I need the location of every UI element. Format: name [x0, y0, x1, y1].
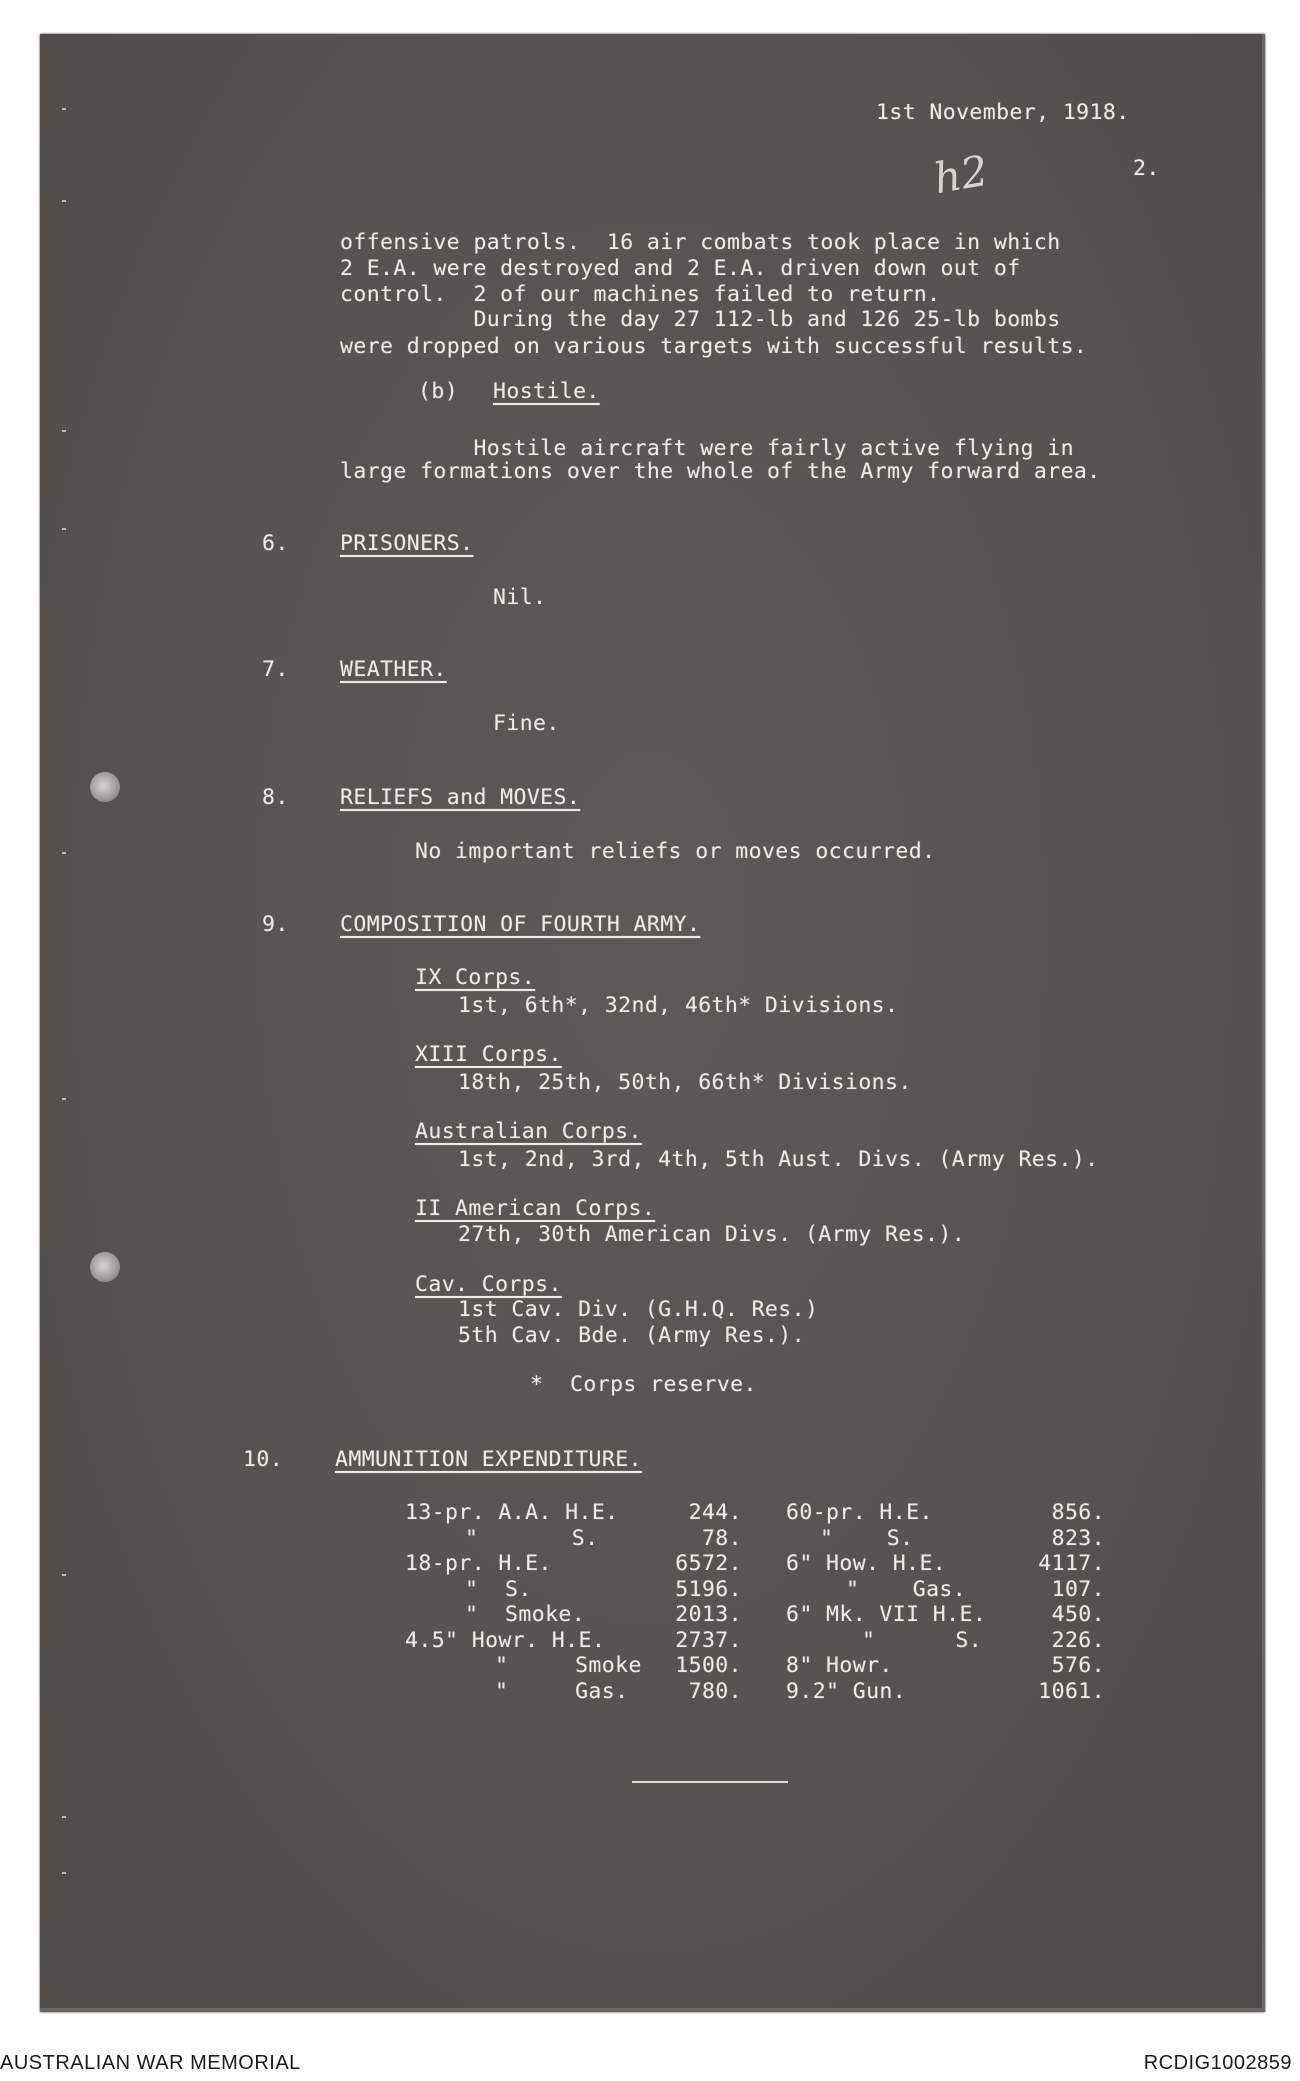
- air-text-line: During the day 27 112-lb and 126 25-lb bombs: [340, 307, 1061, 332]
- corps-divisions: 5th Cav. Bde. (Army Res.).: [458, 1323, 805, 1348]
- ammo-right-value: 856.: [1051, 1500, 1105, 1525]
- ammo-left-value: 5196.: [675, 1576, 742, 1602]
- edge-tick: [62, 1098, 66, 1100]
- ammo-right-item: " S.: [862, 1627, 983, 1653]
- ammo-left-item: " Smoke: [495, 1653, 642, 1678]
- corps-name: II American Corps.: [415, 1196, 656, 1221]
- section-number: 7.: [262, 657, 289, 682]
- air-text-line: control. 2 of our machines failed to return.: [340, 282, 941, 307]
- ammo-left-item: " S.: [465, 1525, 599, 1551]
- edge-tick: [62, 200, 66, 202]
- section-heading-ammunition: AMMUNITION EXPENDITURE.: [335, 1447, 642, 1472]
- corps-name: Cav. Corps.: [415, 1272, 562, 1297]
- edge-tick: [62, 108, 66, 110]
- ammo-left-value: 2013.: [675, 1602, 742, 1627]
- edge-tick: [62, 430, 66, 432]
- section-number: 8.: [262, 785, 289, 810]
- section-heading-weather: WEATHER.: [340, 657, 447, 682]
- corps-divisions: 1st Cav. Div. (G.H.Q. Res.): [458, 1297, 819, 1322]
- punch-hole-bottom: [90, 1252, 120, 1282]
- ammo-left-item: " Smoke.: [465, 1602, 586, 1627]
- section-number: 10.: [243, 1447, 284, 1472]
- ammo-left-value: 78.: [701, 1525, 742, 1551]
- ammo-left-item: 18-pr. H.E.: [405, 1551, 552, 1576]
- ammo-right-value: 450.: [1051, 1602, 1105, 1627]
- ammo-right-item: " Gas.: [846, 1576, 967, 1602]
- corps-divisions: 1st, 6th*, 32nd, 46th* Divisions.: [458, 993, 899, 1018]
- section-number: 9.: [262, 912, 289, 937]
- air-text-line: 2 E.A. were destroyed and 2 E.A. driven down out of: [340, 256, 1021, 281]
- ammo-left-item: " S.: [465, 1576, 532, 1602]
- hostile-label: (b): [418, 379, 459, 404]
- section-heading-prisoners: PRISONERS.: [340, 531, 474, 556]
- section-number: 6.: [262, 531, 289, 556]
- ammo-right-value: 823.: [1051, 1525, 1105, 1551]
- ammo-right-item: 6" Mk. VII H.E.: [786, 1602, 987, 1627]
- corps-name: IX Corps.: [415, 965, 536, 990]
- edge-tick: [62, 1816, 66, 1818]
- ammo-left-value: 780.: [688, 1678, 742, 1704]
- ammo-right-value: 107.: [1051, 1576, 1105, 1602]
- ammo-left-item: 4.5" Howr. H.E.: [405, 1627, 606, 1653]
- corps-divisions: 18th, 25th, 50th, 66th* Divisions.: [458, 1070, 912, 1095]
- document-date: 1st November, 1918.: [876, 100, 1130, 125]
- hostile-text-line: large formations over the whole of the Army forward area.: [340, 459, 1101, 484]
- corps-divisions: 1st, 2nd, 3rd, 4th, 5th Aust. Divs. (Army Res.).: [458, 1147, 1099, 1172]
- prisoners-text: Nil.: [493, 585, 547, 610]
- edge-tick: [62, 1872, 66, 1874]
- ammo-left-value: 244.: [688, 1500, 742, 1525]
- corps-divisions: 27th, 30th American Divs. (Army Res.).: [458, 1222, 966, 1247]
- air-text-line: were dropped on various targets with successful results.: [340, 334, 1088, 359]
- reliefs-text: No important reliefs or moves occurred.: [415, 839, 936, 864]
- weather-text: Fine.: [493, 711, 560, 736]
- ammo-right-item: " S.: [820, 1525, 914, 1551]
- edge-tick: [62, 1574, 66, 1576]
- ammo-left-value: 6572.: [675, 1551, 742, 1576]
- ammo-right-item: 60-pr. H.E.: [786, 1500, 933, 1525]
- handwritten-mark: h2: [930, 145, 992, 204]
- footer-reference: RCDIG1002859: [1143, 2052, 1292, 2074]
- ammo-right-item: 6" How. H.E.: [786, 1551, 947, 1576]
- hostile-text-line: Hostile aircraft were fairly active flying in: [340, 436, 1074, 461]
- section-heading-reliefs: RELIEFS and MOVES.: [340, 785, 581, 810]
- corps-reserve-note: * Corps reserve.: [530, 1372, 757, 1397]
- closing-rule: [632, 1781, 788, 1783]
- corps-name: Australian Corps.: [415, 1119, 642, 1144]
- ammo-right-item: 9.2" Gun.: [786, 1678, 907, 1704]
- ammo-right-value: 1061.: [1038, 1678, 1105, 1704]
- footer-institution: AUSTRALIAN WAR MEMORIAL: [0, 2052, 301, 2074]
- hostile-heading: Hostile.: [493, 379, 600, 404]
- corps-name: XIII Corps.: [415, 1042, 562, 1067]
- ammo-left-value: 2737.: [675, 1627, 742, 1653]
- edge-tick: [62, 852, 66, 854]
- ammo-right-value: 4117.: [1038, 1551, 1105, 1576]
- air-text-line: offensive patrols. 16 air combats took place in which: [340, 230, 1061, 255]
- ammo-right-value: 226.: [1051, 1627, 1105, 1653]
- ammo-left-item: 13-pr. A.A. H.E.: [405, 1500, 619, 1525]
- ammo-left-item: " Gas.: [495, 1678, 629, 1704]
- section-heading-composition: COMPOSITION OF FOURTH ARMY.: [340, 912, 701, 937]
- ammo-left-value: 1500.: [675, 1653, 742, 1678]
- punch-hole-top: [90, 772, 120, 802]
- page-number: 2.: [1133, 156, 1160, 181]
- ammo-right-item: 8" Howr.: [786, 1653, 893, 1678]
- ammo-right-value: 576.: [1051, 1653, 1105, 1678]
- edge-tick: [62, 528, 66, 530]
